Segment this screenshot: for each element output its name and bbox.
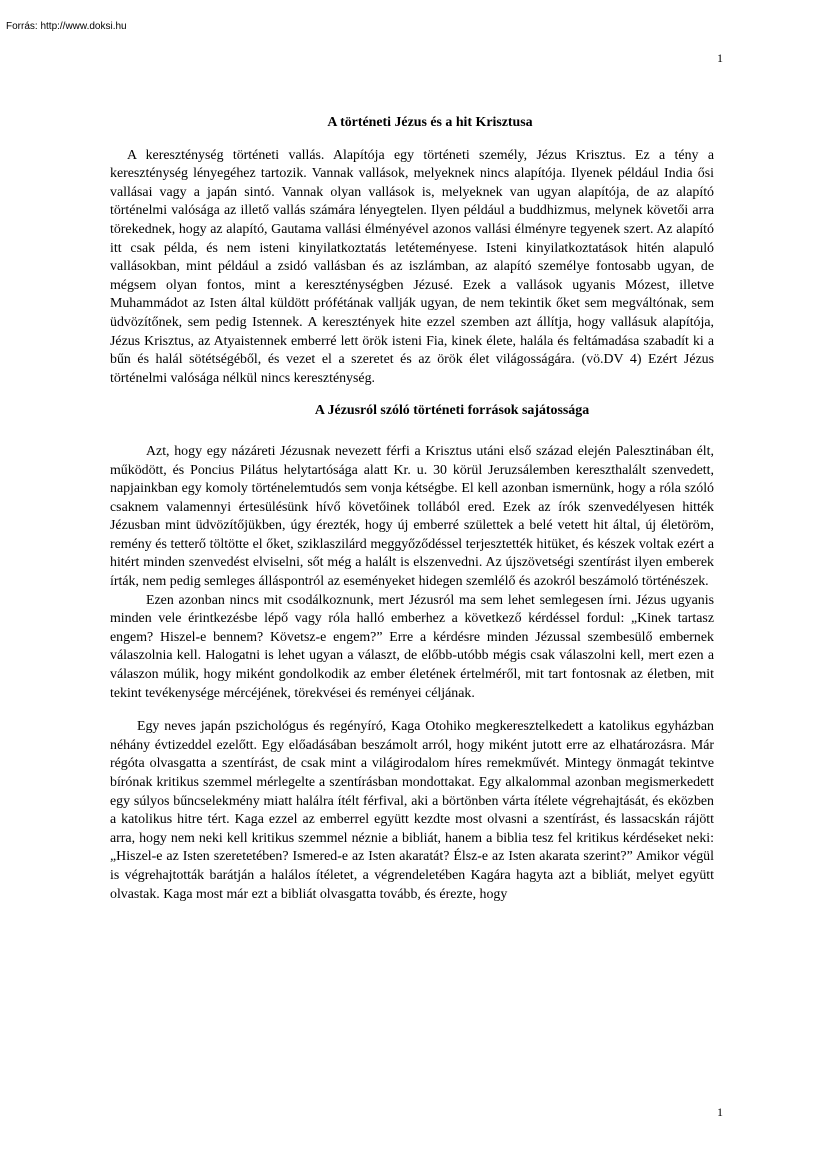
document-body [110,114,714,904]
paragraph-4: Egy neves japán pszichológus és regényíró, Kaga Otohiko megkeresztelkedett a katolikus egyházban néhány évtizeddel ezelőtt. Egy előadásában beszámolt arról, hogy miként jutott erre az elhatározásra. Már régóta olvasgatta a szentírást, de csak mint a világirodalom híres remekművét. Mintegy önmagát tekintve bírónak kritikus szemmel mérlegelte a szentírásban mondottakat. Egy alkalommal azonban megismerkedett egy súlyos bűncselekmény miatt halálra ítélt férfival, aki a börtönben várta ítélete végrehajtását, és eközben a katolikus hitre tért. Kaga ezzel az emberrel együtt kezdte most olvasni a szentírást, és lassacskán rájött arra, hogy nem neki kell kritikus szemmel néznie a bibliát, hanem a biblia tesz fel kritikus kérdéseket neki: „Hiszel-e az Isten szeretetében? Ismered-e az Isten akaratát? Élsz-e az Isten akarata szerint?” Amikor végül is végrehajtották barátján a halálos ítéletet, a végrendeletében Kagára hagyta azt a bibliát, melyet együtt olvastak. Kaga most már ezt a bibliát olvasgatta tovább, és érezte, hogy [110,719,714,902]
section-heading: A Jézusról szóló történeti források sajátossága [314,403,590,419]
source-url: Forrás: http://www.doksi.hu [6,21,127,32]
paragraph-3: Ezen azonban nincs mit csodálkoznunk, mert Jézusról ma sem lehet semlegesen írni. Jézus ugyanis minden vele érintkezésbe lépő vagy róla halló emberhez a következő kérdéssel fordul: „Kinek tartasz engem? Hiszel-e bennem? Követsz-e engem?” Erre a kérdésre minden Jézussal szembesülő embernek válaszolnia kell. Halogatni is lehet ugyan a választ, de előbb-utóbb mégis csak válaszolni kell, mert ezen a válaszon múlik, hogy miként gondolkodik az ember életének értelméről, mit tart fontosnak az életben, mit tekint tevékenysége mércéjének, törekvései és reményei céljának. [110,592,714,701]
document-title: A történeti Jézus és a hit Krisztusa [327,115,533,130]
page-number-top: 1 [717,51,723,65]
paragraph-1: A kereszténység történeti vallás. Alapítója egy történeti személy, Jézus Krisztus. Ez a tény a kereszténység lényegéhez tartozik. Vannak vallások, melyeknek nincs alapítója. Ilyenek például India ősi vallásai vagy a japán sintó. Vannak olyan vallások is, melyeknek van ugyan alapítója, de az alapító történelmi valósága az illető vallás számára lényegtelen. Ilyen például a buddhizmus, melynek követői arra törekednek, hogy az alapító, Gautama vallási élményével azonos vallási élményre tegyenek szert. Az alapító itt csak példa, és nem isteni kinyilatkoztatás letéteményese. Isteni kinyilatkoztatások hitén alapuló vallásokban, mint például a zsidó vallásban és az iszlámban, az alapító személye fontosabb ugyan, de mégsem olyan fontos, mint a kereszténységben Jézusé. Ezek a vallások ugyanis Mózest, illetve Muhammádot az Isten által küldött prófétának vallják ugyan, de nem tekintik őket sem megváltónak, sem üdvözítőnek, sem pedig Istennek. A keresztények hite ezzel szemben azt állítja, hogy vallásuk alapítója, Jézus Krisztus, az Atyaistennek emberré lett örök isteni Fia, kinek élete, halála és feltámadása szabadít ki a bűn és halál sötétségéből, és vezet el a szeretet és az örök élet világosságára. (vö.DV 4) Ezért Jézus történelmi valósága nélkül nincs kereszténység. [110,147,714,386]
page-number-bottom: 1 [717,1105,723,1119]
paragraph-2: Azt, hogy egy názáreti Jézusnak nevezett férfi a Krisztus utáni első század elején Palesztinában élt, működött, és Poncius Pilátus helytartósága alatt Kr. u. 30 körül Jeruzsálemben kereszthalált szenvedett, napjainkban egy komoly történelemtudós sem vonja kétségbe. El kell azonban ismernünk, hogy a róla szóló csaknem valamennyi értesülésünk hívő követőinek tollából ered. Ezek az írók szenvedélyesen hitték Jézusban mint üdvözítőjükben, úgy érezték, hogy új emberré születtek a belé vetett hit által, új életöröm, remény és tetterő töltötte el őket, sziklaszilárd meggyőződéssel terjesztették hitüket, és készek voltak ezért a hitért minden szenvedést elviselni, sőt még a halált is elszenvedni. Az újszövetségi szentírást ilyen emberek írták, nem pedig semleges álláspontról az eseményeket hidegen szemlélő és azokról beszámoló történészek. [110,443,714,590]
